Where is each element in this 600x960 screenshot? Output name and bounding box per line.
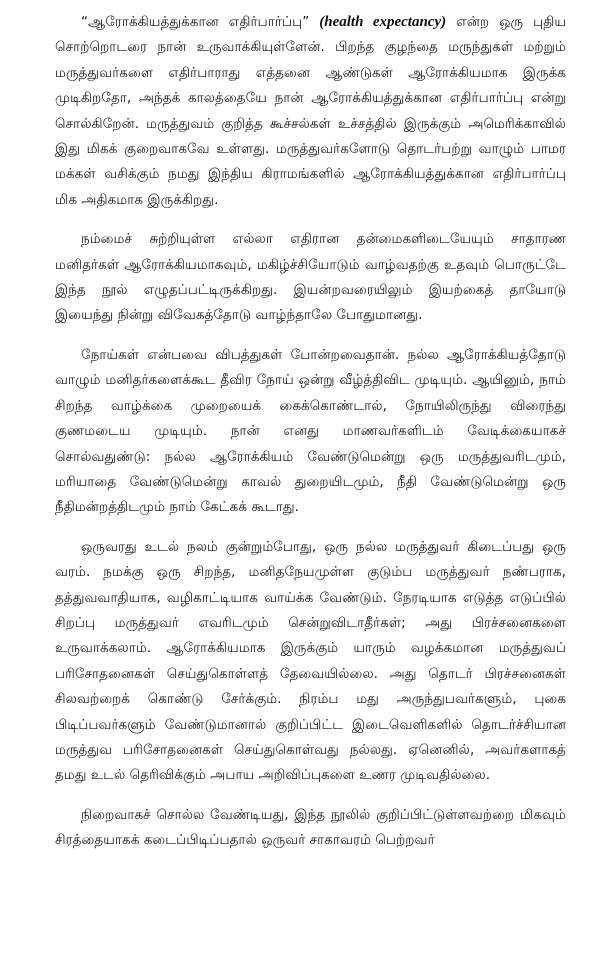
paragraph-diseases: நோய்கள் என்பவை விபத்துகள் போன்றவைதான். நல்ல ஆரோக்கியத்தோடு வாழும் மனிதர்களைக்கூட தீவிர நோய் ஒன்று வீழ்த்திவிட முடியும். ஆயினும், நாம் சிறந்த வாழ்க்கை முறையைக் கைக்கொண்டால், நோயிலிருந்து விரைந்து குணமடைய முடியும். நான் எனது மாணவர்களிடம் வேடிக்கையாகச் சொல்வதுண்டு: நல்ல ஆரோக்கியம் வேண்டுமென்று ஒரு மருத்துவரிடமும், மரியாதை வேண்டுமென்று காவல் துறையிடமும், நீதி வேண்டுமென்று ஒரு நீதிமன்றத்திடமும் நாம் கேட்கக் கூடாது. bbox=[55, 346, 566, 516]
paragraph-1-start: “ஆரோக்கியத்துக்கான எதிர்பார்ப்பு” bbox=[81, 14, 320, 30]
paragraph-health-expectancy bbox=[55, 10, 566, 213]
english-term: (health expectancy) bbox=[319, 14, 447, 30]
paragraph-purpose: நம்மைச் சுற்றியுள்ள எல்லா எதிரான தன்மைகளிடையேயும் சாதாரண மனிதர்கள் ஆரோக்கியமாகவும், மகிழ்ச்சியோடும் வாழ்வதற்கு உதவும் பொருட்டே இந்த நூல் எழுதப்பட்டிருக்கிறது. இயன்றவரையிலும் இயற்கைத் தாயோடு இயைந்து நின்று விவேகத்தோடு வாழ்ந்தாலே போதுமானது. bbox=[55, 231, 566, 324]
paragraph-1-rest: என்ற ஒரு புதிய சொற்றொடரை நான் உருவாக்கியுள்ளேன். பிறந்த குழந்தை மருந்துகள் மற்றும் மருத்துவர்களை எதிர்பாராது எத்தனை ஆண்டுகள் ஆரோக்கியமாக இருக்க முடிகிறதோ, அந்தக் காலத்தையே நான் ஆரோக்கியத்துக்கான எதிர்பார்ப்பு என்று சொல்கிறேன். மருத்துவம் குறித்த கூச்சல்கள் உச்சத்தில் இருக்கும் அமெரிக்காவில் இது மிகக் குறைவாகவே உள்ளது. மருத்துவர்களோடு தொடர்பற்று வாழும் பாமர மக்கள் வசிக்கும் நமது இந்திய கிராமங்களில் ஆரோக்கியத்துக்கான எதிர்பார்ப்பு மிக அதிகமாக இருக்கிறது. bbox=[55, 14, 567, 208]
paragraph-good-doctor: ஒருவரது உடல் நலம் குன்றும்போது, ஒரு நல்ல மருத்துவர் கிடைப்பது ஒரு வரம். நமக்கு ஒரு சிறந்த, மனிதநேயமுள்ள குடும்ப மருத்துவர் நண்பராக, தத்துவவாதியாக, வழிகாட்டியாக வாய்க்க வேண்டும். நேரடியாக எடுத்த எடுப்பில் சிறப்பு மருத்துவர் எவரிடமும் சென்றுவிடாதீர்கள்; அது பிரச்சனைகளை உருவாக்கலாம். ஆரோக்கியமாக இருக்கும் யாரும் வழக்கமான மருத்துவப் பரிசோதனைகள் செய்துகொள்ளத் தேவையில்லை. அது தொடர் பிரச்சனைகள் சிலவற்றைக் கொண்டு சேர்க்கும். நிரம்ப மது அருந்துபவர்களும், புகை பிடிப்பவர்களும் வேண்டுமானால் குறிப்பிட்ட இடைவெளிகளில் தொடர்ச்சியான மருத்துவ பரிசோதனைகள் செய்துகொள்வது நல்லது. ஏனெனில், அவர்களாகத் தமது உடல் தெரிவிக்கும் அபாய அறிவிப்புகளை உணர முடிவதில்லை. bbox=[55, 538, 566, 784]
paragraph-conclusion: நிறைவாகச் சொல்ல வேண்டியது, இந்த நூலில் குறிப்பிட்டுள்ளவற்றை மிகவும் சிரத்தையாகக் கடைப்பிடிப்பதால் ஒருவர் சாகாவரம் பெற்றவர் bbox=[55, 806, 566, 849]
